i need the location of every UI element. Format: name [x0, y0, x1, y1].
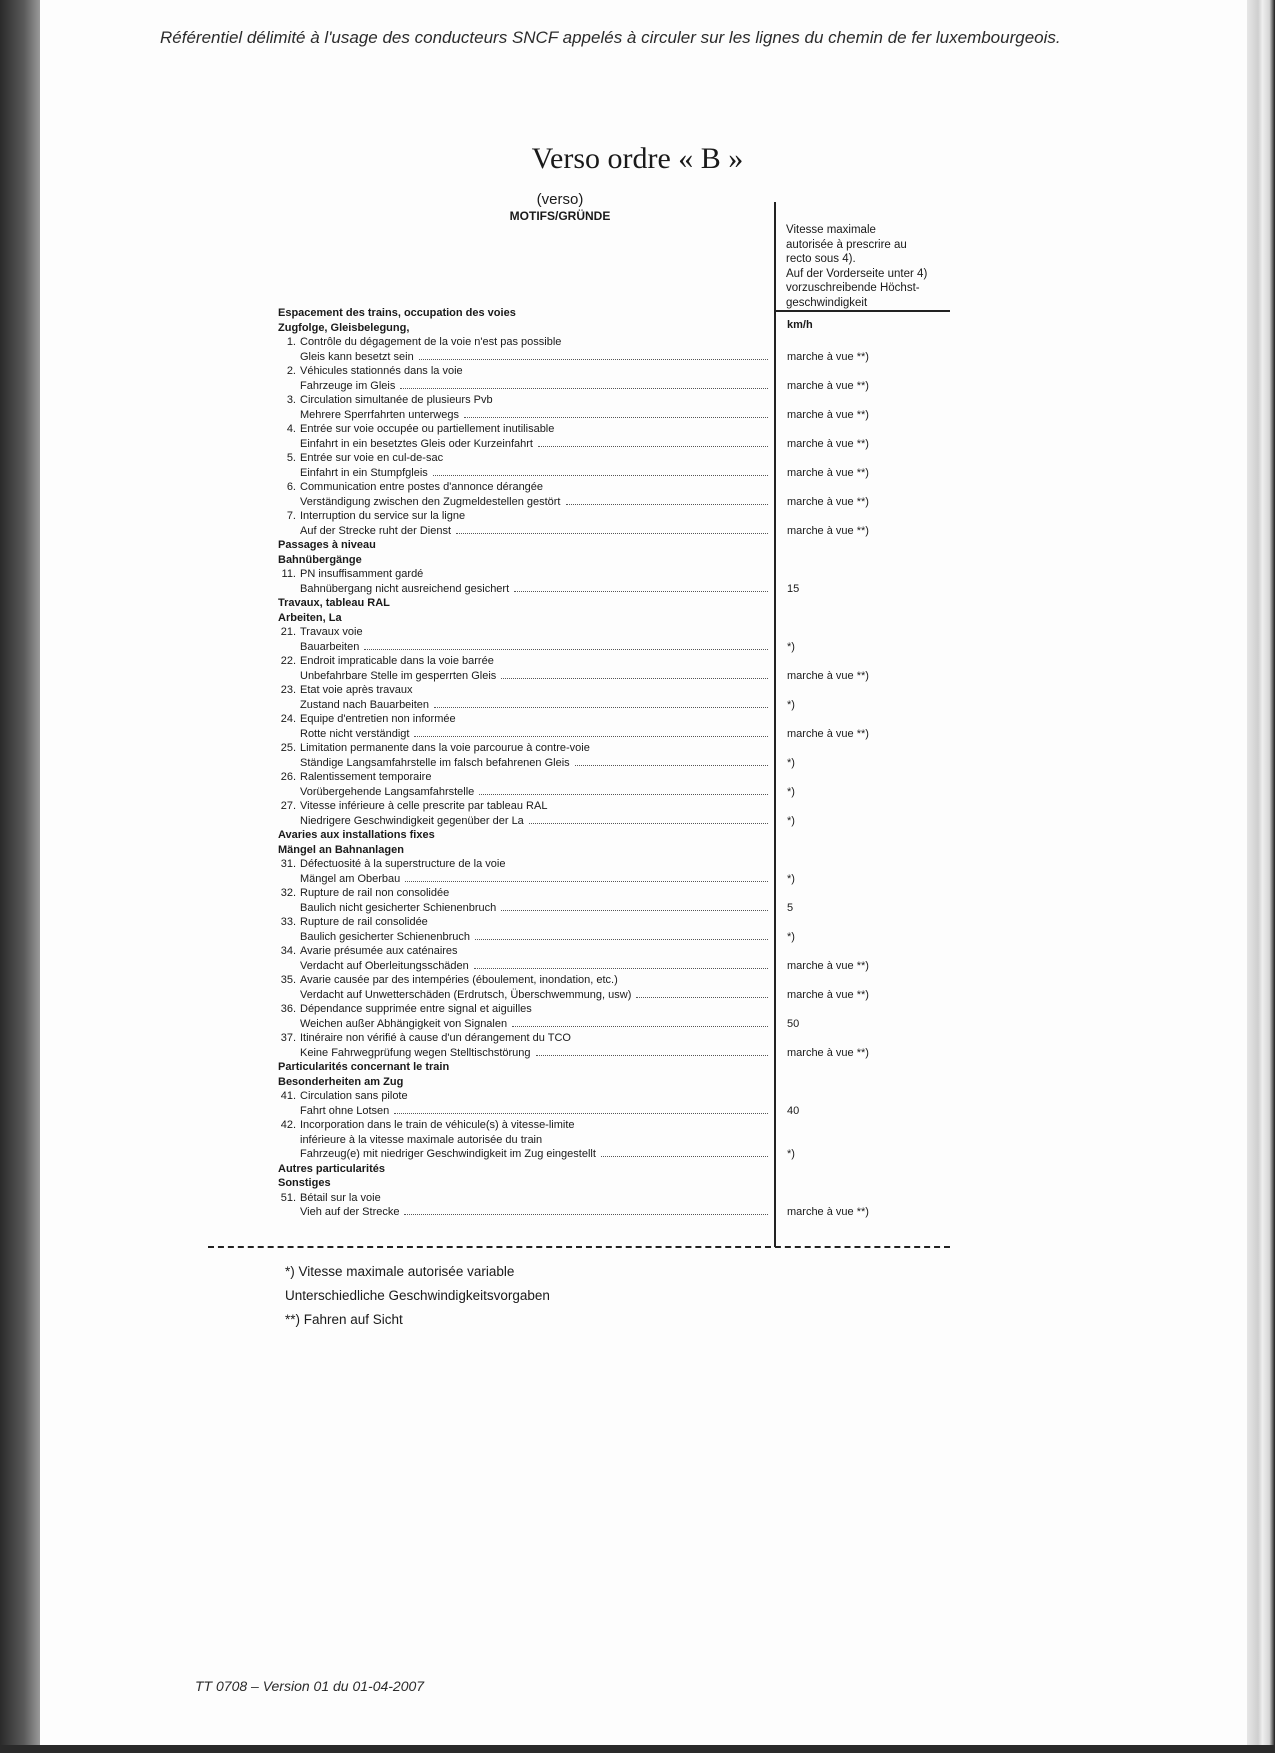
- item-number: 21.: [280, 626, 296, 638]
- reason-item: [278, 1118, 795, 1162]
- item-text-de: Vorübergehende Langsamfahrstelle: [300, 785, 475, 798]
- item-text-de-line: [300, 698, 768, 713]
- speed-header-line: geschwindigkeit: [786, 296, 868, 309]
- speed-value: *): [787, 698, 795, 711]
- item-text-de: Baulich nicht gesicherter Schienenbruch: [300, 901, 497, 914]
- reason-item: [278, 1089, 800, 1118]
- section-heading: Mängel an Bahnanlagen: [278, 843, 404, 856]
- leader-dots: [475, 939, 768, 940]
- item-text-de-line: [300, 785, 768, 800]
- item-text-de: Niedrigere Geschwindigkeit gegenüber der La: [300, 814, 524, 827]
- reason-item: [278, 1191, 869, 1220]
- item-text-de: Vieh auf der Strecke: [300, 1206, 400, 1218]
- reason-item: [278, 973, 869, 1002]
- speed-value: *): [787, 814, 795, 827]
- item-number: 2.: [286, 365, 296, 377]
- item-text-fr: Entrée sur voie occupée ou partiellement inutilisable: [300, 423, 555, 435]
- section-heading: Travaux, tableau RAL: [278, 597, 390, 609]
- item-text-de-line: [300, 495, 768, 510]
- speed-header-line: autorisée à prescrire au: [786, 238, 907, 251]
- leader-dots: [529, 823, 768, 824]
- item-text-fr: Communication entre postes d'annonce dérangée: [300, 481, 544, 493]
- speed-header-line: Vitesse maximale: [786, 224, 876, 236]
- item-text-de: Einfahrt in ein Stumpfgleis: [300, 466, 428, 479]
- item-text-de-line: [300, 669, 768, 684]
- item-number: 27.: [280, 800, 296, 812]
- speed-value: marche à vue **): [787, 988, 869, 1001]
- footnote-2: **) Fahren auf Sicht: [285, 1312, 403, 1327]
- speed-value: 5: [787, 901, 794, 914]
- reason-item: [278, 1031, 869, 1060]
- scan-right-edge: [1247, 0, 1275, 1753]
- item-text-fr: Interruption du service sur la ligne: [300, 510, 466, 522]
- item-text-de: Ständige Langsamfahrstelle im falsch befahrenen Gleis: [300, 756, 570, 769]
- speed-value: *): [787, 930, 795, 943]
- reason-item: [278, 944, 869, 973]
- leader-dots: [414, 736, 768, 737]
- section-heading: Besonderheiten am Zug: [278, 1075, 404, 1088]
- item-number: 3.: [286, 394, 296, 406]
- dashed-separator: [208, 1246, 950, 1248]
- reason-item: [278, 857, 795, 886]
- page-title: Verso ordre « B »: [531, 142, 744, 175]
- item-text-de: Bahnübergang nicht ausreichend gesichert: [300, 582, 510, 595]
- leader-dots: [405, 881, 768, 882]
- speed-header-line: vorzuschreibende Höchst-: [786, 282, 920, 294]
- speed-value: *): [787, 1148, 795, 1160]
- item-text-fr: Défectuosité à la superstructure de la voie: [300, 858, 506, 870]
- speed-value: *): [787, 756, 795, 769]
- leader-dots: [501, 910, 768, 911]
- item-text-de-line: [300, 640, 768, 655]
- footnote-1: *) Vitesse maximale autorisée variable: [285, 1264, 515, 1279]
- reason-item: [278, 480, 869, 509]
- item-text-fr: Vitesse inférieure à celle prescrite par tableau RAL: [300, 800, 548, 812]
- reason-item: [278, 1002, 800, 1031]
- speed-value: marche à vue **): [787, 350, 869, 363]
- item-text-de: Verständigung zwischen den Zugmeldestellen gestört: [300, 495, 561, 508]
- item-number: 41.: [280, 1090, 296, 1102]
- item-text-fr: Avarie causée par des intempéries (éboulement, inondation, etc.): [300, 974, 618, 986]
- speed-value: *): [787, 785, 795, 798]
- reason-item: [278, 451, 869, 480]
- item-text-de: Mängel am Oberbau: [300, 872, 401, 885]
- item-text-fr: Véhicules stationnés dans la voie: [300, 365, 463, 377]
- speed-value: 40: [787, 1104, 800, 1117]
- item-text-de-line: [300, 379, 768, 394]
- item-text-fr: Travaux voie: [300, 626, 363, 638]
- item-number: 25.: [280, 742, 296, 754]
- leader-dots: [400, 388, 768, 389]
- reason-item: [278, 364, 869, 393]
- leader-dots: [538, 446, 768, 447]
- section-heading: Bahnübergänge: [278, 553, 362, 566]
- speed-value: marche à vue **): [787, 669, 869, 682]
- item-text-de: Keine Fahrwegprüfung wegen Stelltischstörung: [300, 1046, 531, 1059]
- item-text-de: Fahrzeuge im Gleis: [300, 379, 396, 392]
- item-text-de: Zustand nach Bauarbeiten: [300, 698, 430, 711]
- reasons-table: [278, 306, 869, 1220]
- section-heading: Passages à niveau: [278, 539, 376, 551]
- item-text-fr: Circulation sans pilote: [300, 1090, 408, 1102]
- section-heading: Arbeiten, La: [278, 611, 342, 624]
- item-text-de-line: [300, 408, 768, 423]
- speed-column-header: [786, 223, 927, 310]
- unit-label: km/h: [787, 319, 813, 331]
- reason-item: [278, 625, 795, 654]
- footnotes: [285, 1260, 550, 1332]
- item-text-fr: Ralentissement temporaire: [300, 771, 432, 783]
- reason-item: [278, 509, 869, 538]
- reason-item: [278, 886, 794, 915]
- header-note: Référentiel délimité à l'usage des conducteurs SNCF appelés à circuler sur les lignes du chemin de fer luxembourgeois.: [160, 28, 1061, 47]
- speed-value: marche à vue **): [787, 379, 869, 392]
- speed-value: *): [787, 640, 795, 653]
- item-number: 22.: [280, 655, 296, 667]
- section-heading: Particularités concernant le train: [278, 1061, 450, 1073]
- item-text-de: Verdacht auf Unwetterschäden (Erdrutsch, Überschwemmung, usw): [300, 988, 632, 1001]
- leader-dots: [464, 417, 768, 418]
- item-number: 6.: [286, 481, 296, 493]
- reason-item: [278, 335, 869, 364]
- item-number: 26.: [280, 771, 296, 783]
- header-underline: [774, 310, 950, 312]
- version-footer: TT 0708 – Version 01 du 01-04-2007: [195, 1678, 425, 1694]
- item-text-de-line: [300, 1104, 768, 1119]
- reason-item: [278, 422, 869, 451]
- speed-value: marche à vue **): [787, 495, 869, 508]
- item-number: 51.: [280, 1191, 296, 1204]
- item-text-fr-cont: inférieure à la vitesse maximale autorisée du train: [300, 1133, 543, 1146]
- item-text-de-line: [300, 466, 768, 481]
- leader-dots: [575, 765, 768, 766]
- item-number: 42.: [280, 1119, 296, 1131]
- reason-item: [278, 393, 869, 422]
- item-text-fr: Entrée sur voie en cul-de-sac: [300, 452, 444, 464]
- item-text-de: Fahrzeug(e) mit niedriger Geschwindigkeit im Zug eingestellt: [300, 1148, 596, 1160]
- leader-dots: [636, 997, 768, 998]
- speed-value: marche à vue **): [787, 408, 869, 421]
- item-text-de: Weichen außer Abhängigkeit von Signalen: [300, 1017, 508, 1030]
- item-text-fr: Equipe d'entretien non informée: [300, 713, 456, 725]
- speed-value: marche à vue **): [787, 524, 869, 537]
- item-text-de: Fahrt ohne Lotsen: [300, 1104, 390, 1117]
- item-text-de-line: [300, 727, 768, 742]
- speed-value: *): [787, 872, 795, 885]
- item-number: 23.: [280, 684, 296, 696]
- item-text-fr: Rupture de rail consolidée: [300, 916, 428, 928]
- speed-value: marche à vue **): [787, 1046, 869, 1059]
- leader-dots: [601, 1156, 768, 1157]
- leader-dots: [566, 504, 769, 505]
- reason-item: [278, 567, 800, 596]
- item-text-de: Unbefahrbare Stelle im gesperrten Gleis: [300, 669, 497, 682]
- speed-value: marche à vue **): [787, 959, 869, 972]
- item-number: 4.: [286, 423, 296, 435]
- item-text-fr: Endroit impraticable dans la voie barrée: [300, 655, 494, 667]
- item-number: 7.: [286, 510, 296, 522]
- leader-dots: [474, 968, 768, 969]
- leader-dots: [514, 591, 768, 592]
- item-text-de-line: [300, 814, 768, 829]
- item-text-de-line: [300, 901, 768, 916]
- item-number: 31.: [280, 858, 296, 870]
- item-text-de-line: [300, 959, 768, 974]
- item-text-de-line: [300, 930, 768, 945]
- scan-bottom-edge: [0, 1745, 1275, 1753]
- leader-dots: [536, 1055, 768, 1056]
- reason-item: [278, 799, 795, 828]
- item-text-de-line: [300, 524, 768, 539]
- item-number: 5.: [286, 452, 296, 464]
- subtitle-block: [480, 192, 640, 224]
- speed-value: marche à vue **): [787, 466, 869, 479]
- speed-header-line: Auf der Vorderseite unter 4): [786, 267, 928, 280]
- speed-value: marche à vue **): [787, 727, 869, 740]
- item-number: 37.: [280, 1032, 296, 1044]
- item-number: 35.: [280, 974, 296, 986]
- leader-dots: [364, 649, 768, 650]
- scan-left-edge: [0, 0, 40, 1753]
- item-text-de: Bauarbeiten: [300, 640, 360, 653]
- item-text-fr: Etat voie après travaux: [300, 684, 413, 696]
- leader-dots: [404, 1214, 768, 1215]
- item-text-fr: Incorporation dans le train de véhicule(s) à vitesse-limite: [300, 1119, 575, 1131]
- item-text-de-line: [300, 582, 768, 597]
- reason-item: [278, 712, 869, 741]
- item-text-fr: Contrôle du dégagement de la voie n'est pas possible: [300, 336, 562, 348]
- speed-value: 50: [787, 1017, 800, 1030]
- item-text-fr: PN insuffisamment gardé: [300, 568, 424, 580]
- item-text-de: Einfahrt in ein besetztes Gleis oder Kurzeinfahrt: [300, 437, 533, 450]
- item-text-fr: Bétail sur la voie: [300, 1191, 381, 1204]
- item-text-fr: Rupture de rail non consolidée: [300, 887, 450, 899]
- item-text-de: Baulich gesicherter Schienenbruch: [300, 930, 470, 943]
- item-text-de-line: [300, 350, 768, 365]
- footnote-1-de: Unterschiedliche Geschwindigkeitsvorgaben: [285, 1288, 550, 1303]
- item-number: 24.: [280, 713, 296, 725]
- reason-item: [278, 770, 795, 799]
- leader-dots: [394, 1113, 768, 1114]
- item-number: 11.: [281, 568, 296, 580]
- item-text-de: Gleis kann besetzt sein: [300, 350, 414, 363]
- leader-dots: [419, 359, 768, 360]
- section-heading: Avaries aux installations fixes: [278, 829, 435, 841]
- item-text-de: Rotte nicht verständigt: [300, 727, 410, 740]
- section-heading: Zugfolge, Gleisbelegung,: [278, 321, 410, 334]
- item-text-de-line: [300, 988, 768, 1003]
- item-text-de-line: [300, 437, 768, 452]
- item-number: 36.: [280, 1003, 296, 1015]
- speed-value: marche à vue **): [787, 1206, 869, 1218]
- item-text-de-line: [300, 1017, 768, 1032]
- speed-value: marche à vue **): [787, 437, 869, 450]
- leader-dots: [501, 678, 768, 679]
- item-text-de: Verdacht auf Oberleitungsschäden: [300, 959, 469, 972]
- item-text-de: Mehrere Sperrfahrten unterwegs: [300, 408, 459, 421]
- subtitle: (verso): [536, 191, 584, 208]
- speed-header-line: recto sous 4).: [786, 253, 856, 265]
- reason-item: [278, 741, 795, 770]
- item-number: 32.: [280, 887, 296, 899]
- leader-dots: [479, 794, 768, 795]
- speed-value: 15: [787, 582, 800, 595]
- leader-dots: [433, 475, 768, 476]
- leader-dots: [456, 533, 768, 534]
- item-text-fr: Circulation simultanée de plusieurs Pvb: [300, 394, 493, 406]
- item-number: 34.: [280, 945, 296, 957]
- section-heading: Espacement des trains, occupation des voies km/h: [278, 307, 813, 331]
- item-text-fr: Itinéraire non vérifié à cause d'un dérangement du TCO: [300, 1032, 571, 1044]
- item-text-de-line: [300, 1147, 768, 1162]
- item-text-fr: Avarie présumée aux caténaires: [300, 945, 458, 957]
- reason-item: [278, 915, 795, 944]
- reason-item: [278, 683, 795, 712]
- section-heading: Autres particularités: [278, 1162, 385, 1175]
- column-title: MOTIFS/GRÜNDE: [509, 209, 611, 223]
- item-text-fr: Limitation permanente dans la voie parcourue à contre-voie: [300, 742, 590, 754]
- item-number: 33.: [280, 916, 296, 928]
- reason-item: [278, 654, 869, 683]
- item-text-de-line: [300, 872, 768, 887]
- column-divider: [774, 202, 776, 1247]
- item-text-de: Auf der Strecke ruht der Dienst: [300, 524, 452, 537]
- item-number: 1.: [286, 336, 296, 348]
- section-heading: Sonstiges: [278, 1177, 331, 1189]
- item-text-fr: Dépendance supprimée entre signal et aiguilles: [300, 1003, 532, 1015]
- leader-dots: [512, 1026, 768, 1027]
- item-text-de-line: [300, 1205, 768, 1220]
- item-text-de-line: [300, 1046, 768, 1061]
- item-text-de-line: [300, 756, 768, 771]
- leader-dots: [434, 707, 768, 708]
